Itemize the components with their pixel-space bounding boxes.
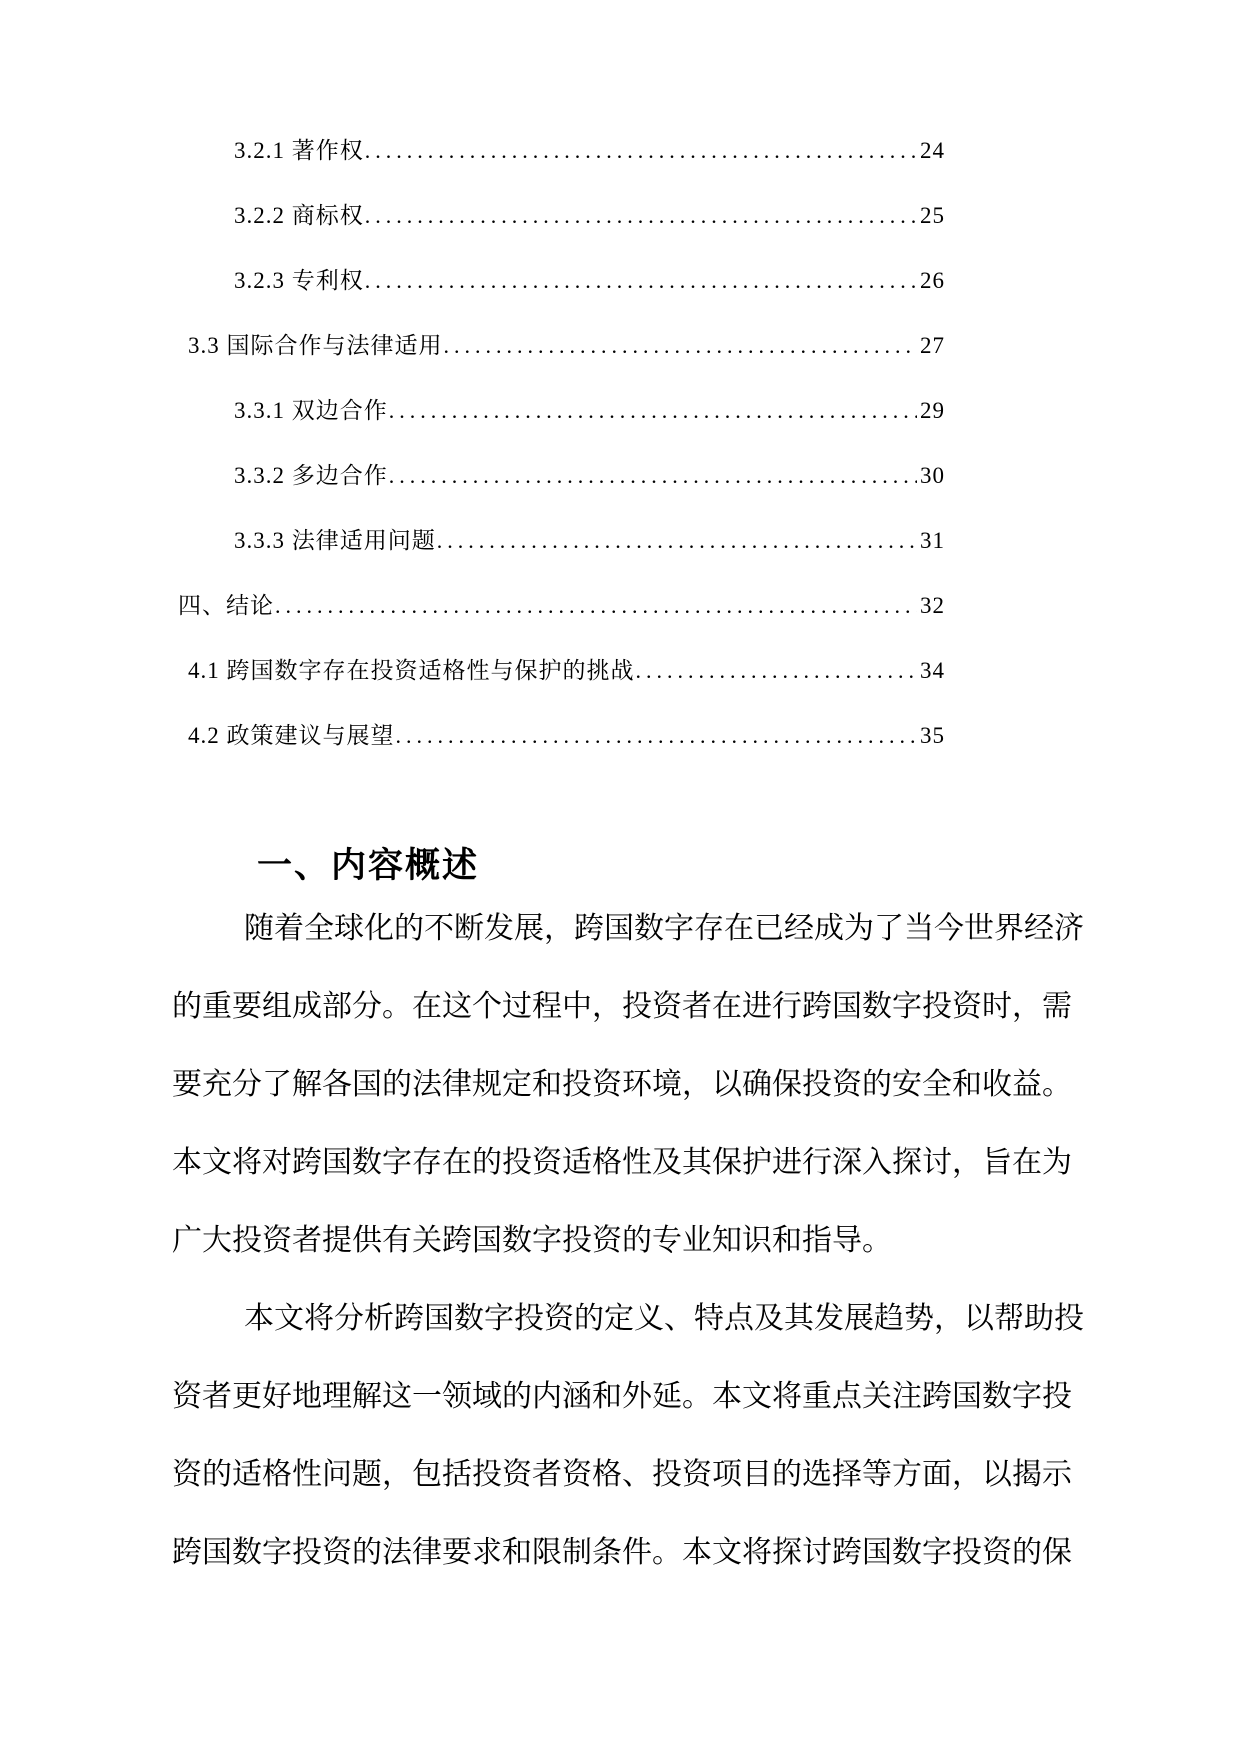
paragraph-line: 资的适格性问题，包括投资者资格、投资项目的选择等方面，以揭示 bbox=[172, 1458, 1072, 1491]
toc-entry-label: 3.3.1 双边合作 bbox=[234, 398, 388, 423]
toc-dot-leader bbox=[636, 658, 918, 684]
paragraph-line: 广大投资者提供有关跨国数字投资的专业知识和指导。 bbox=[172, 1224, 892, 1257]
toc-entry-label: 3.3 国际合作与法律适用 bbox=[188, 333, 443, 358]
toc-entry bbox=[172, 652, 945, 717]
paragraph-line: 资者更好地理解这一领域的内涵和外延。本文将重点关注跨国数字投 bbox=[172, 1380, 1072, 1413]
toc-entry-page: 27 bbox=[920, 333, 945, 358]
toc-entry-label: 3.2.1 著作权 bbox=[234, 138, 364, 163]
toc-entry bbox=[172, 197, 945, 262]
paragraph-line: 本文将对跨国数字存在的投资适格性及其保护进行深入探讨，旨在为 bbox=[172, 1146, 1072, 1179]
toc-entry-page: 31 bbox=[920, 528, 945, 553]
toc-entry-label: 3.2.2 商标权 bbox=[234, 203, 364, 228]
toc-dot-leader bbox=[396, 723, 918, 749]
toc-entry-label: 4.1 跨国数字存在投资适格性与保护的挑战 bbox=[188, 658, 635, 683]
toc-entry-label: 4.2 政策建议与展望 bbox=[188, 723, 395, 748]
toc-entry bbox=[172, 522, 945, 587]
toc-entry-page: 26 bbox=[920, 268, 945, 293]
body-text bbox=[172, 890, 1084, 1592]
toc-entry bbox=[172, 717, 945, 782]
toc-dot-leader bbox=[444, 333, 918, 359]
paragraph-line: 要充分了解各国的法律规定和投资环境，以确保投资的安全和收益。 bbox=[172, 1068, 1072, 1101]
toc-entry-page: 30 bbox=[920, 463, 945, 488]
table-of-contents bbox=[172, 132, 945, 782]
toc-entry bbox=[172, 587, 945, 652]
toc-entry bbox=[172, 262, 945, 327]
toc-dot-leader bbox=[275, 593, 917, 619]
toc-entry-page: 29 bbox=[920, 398, 945, 423]
toc-entry bbox=[172, 327, 945, 392]
toc-entry-label: 3.2.3 专利权 bbox=[234, 268, 364, 293]
toc-entry bbox=[172, 132, 945, 197]
toc-entry-label: 3.3.3 法律适用问题 bbox=[234, 528, 436, 553]
section-heading: 一、内容概述 bbox=[257, 846, 480, 885]
paragraph bbox=[172, 1280, 1084, 1592]
paragraph-line: 的重要组成部分。在这个过程中，投资者在进行跨国数字投资时，需 bbox=[172, 990, 1072, 1023]
toc-dot-leader bbox=[437, 528, 917, 554]
toc-entry-page: 35 bbox=[920, 723, 945, 748]
toc-entry bbox=[172, 392, 945, 457]
toc-dot-leader bbox=[365, 138, 917, 164]
toc-entry-page: 32 bbox=[920, 593, 945, 618]
toc-entry-page: 34 bbox=[920, 658, 945, 683]
toc-entry bbox=[172, 457, 945, 522]
toc-dot-leader bbox=[365, 203, 917, 229]
toc-entry-label: 四、结论 bbox=[178, 593, 274, 618]
toc-entry-page: 25 bbox=[920, 203, 945, 228]
toc-dot-leader bbox=[365, 268, 917, 294]
paragraph bbox=[172, 890, 1084, 1280]
paragraph-line: 本文将分析跨国数字投资的定义、特点及其发展趋势，以帮助投 bbox=[244, 1302, 1084, 1335]
toc-dot-leader bbox=[389, 398, 917, 424]
paragraph-line: 随着全球化的不断发展，跨国数字存在已经成为了当今世界经济 bbox=[244, 912, 1084, 945]
toc-dot-leader bbox=[389, 463, 917, 489]
toc-entry-label: 3.3.2 多边合作 bbox=[234, 463, 388, 488]
toc-entry-page: 24 bbox=[920, 138, 945, 163]
paragraph-line: 跨国数字投资的法律要求和限制条件。本文将探讨跨国数字投资的保 bbox=[172, 1536, 1072, 1569]
